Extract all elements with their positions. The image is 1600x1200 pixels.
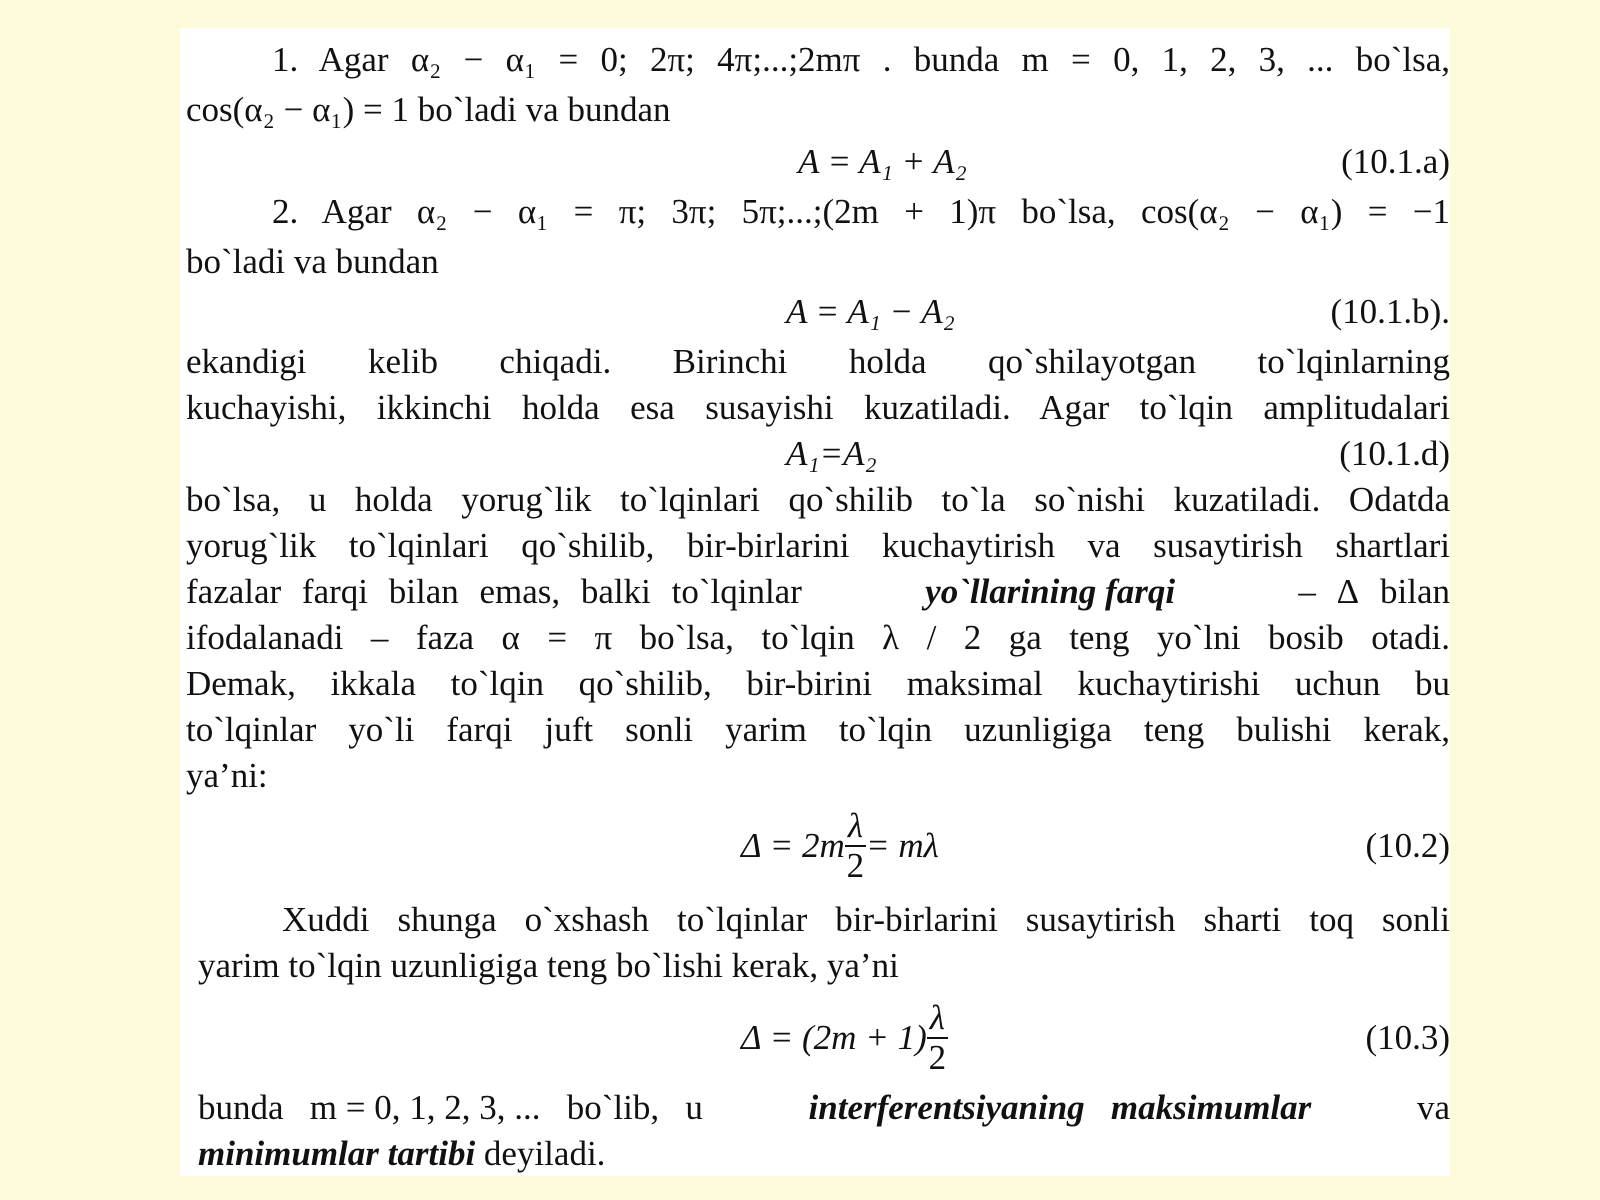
text-line-6: kuchayishi, ikkinchi holda esa susayishi kuzatiladi. Agar to`lqin amplitudalari <box>186 388 1450 427</box>
equation-10-2 <box>741 798 939 894</box>
text-line-3: 2. Agar α₂ − α₁ = π; 3π; 5π;...;(2m + 1)π bo`lsa, cos(α₂ − α₁) = −1 <box>272 192 1450 231</box>
equation-10-2-fraction <box>845 807 866 885</box>
emphasis-minima-order: minimumlar tartibi <box>198 1134 476 1173</box>
fraction-numerator: λ <box>845 807 866 847</box>
text-line-13: ya’ni: <box>186 756 268 795</box>
text-line-2: cos(α₂ − α₁) = 1 bo`ladi va bundan <box>186 90 671 129</box>
text-line-8: yorug`lik to`lqinlari qo`shilib, bir-birlarini kuchaytirish va susaytirish shartlari <box>186 526 1450 565</box>
equation-number-10-2: (10.2) <box>1365 826 1450 865</box>
text-line-14: Xuddi shunga o`xshash to`lqinlar bir-birlarini susaytirish sharti toq sonli <box>282 900 1450 939</box>
text-line-17 <box>198 1132 1462 1176</box>
equation-10-2-left: Δ = 2m <box>741 826 845 865</box>
text-line-9-start: fazalar farqi bilan emas, balki to`lqinlar <box>186 572 802 611</box>
text-line-10: ifodalanadi – faza α = π bo`lsa, to`lqin λ / 2 ga teng yo`lni bosib otadi. <box>186 618 1450 657</box>
text-line-7: bo`lsa, u holda yorug`lik to`lqinlari qo`shilib to`la so`nishi kuzatiladi. Odatda <box>186 480 1450 519</box>
text-line-15: yarim to`lqin uzunligiga teng bo`lishi kerak, ya’ni <box>198 946 899 985</box>
fraction-numerator: λ <box>927 999 948 1039</box>
equation-10-3-fraction <box>927 999 948 1077</box>
text-line-9 <box>186 570 1450 614</box>
equation-10-1-a: A = A₁ + A₂ <box>798 142 967 181</box>
fraction-denominator: 2 <box>928 1038 947 1077</box>
text-line-17-end: deyiladi. <box>475 1134 606 1173</box>
emphasis-path-difference: yo`llarining farqi <box>925 572 1176 611</box>
equation-number-10-1-d: (10.1.d) <box>1339 434 1450 473</box>
text-line-4: bo`ladi va bundan <box>186 242 439 281</box>
equation-10-1-b: A = A₁ − A₂ <box>786 292 955 331</box>
equation-10-3 <box>741 990 948 1086</box>
text-line-1: 1. Agar α₂ − α₁ = 0; 2π; 4π;...;2mπ . bunda m = 0, 1, 2, 3, ... bo`lsa, <box>272 40 1450 79</box>
text-line-9-end: – Δ bilan <box>1298 572 1450 611</box>
text-line-16-start: bunda m = 0, 1, 2, 3, ... bo`lib, u <box>198 1088 703 1127</box>
text-line-5: ekandigi kelib chiqadi. Birinchi holda qo`shilayotgan to`lqinlarning <box>186 342 1450 381</box>
text-line-16 <box>198 1086 1450 1130</box>
fraction-denominator: 2 <box>846 846 865 885</box>
text-line-12: to`lqinlar yo`li farqi juft sonli yarim to`lqin uzunligiga teng bulishi kerak, <box>186 710 1450 749</box>
text-line-16-end: va <box>1416 1088 1450 1127</box>
equation-10-1-d: A₁=A₂ <box>786 434 877 473</box>
emphasis-interference-maxima: interferentsiyaning maksimumlar <box>808 1088 1312 1127</box>
equation-number-10-3: (10.3) <box>1365 1018 1450 1057</box>
equation-number-10-1-b: (10.1.b). <box>1330 292 1450 331</box>
equation-10-2-right: = mλ <box>865 826 939 865</box>
text-line-11: Demak, ikkala to`lqin qo`shilib, bir-birini maksimal kuchaytirishi uchun bu <box>186 664 1450 703</box>
equation-10-3-left: Δ = (2m + 1) <box>741 1018 927 1057</box>
equation-number-10-1-a: (10.1.a) <box>1341 142 1450 181</box>
